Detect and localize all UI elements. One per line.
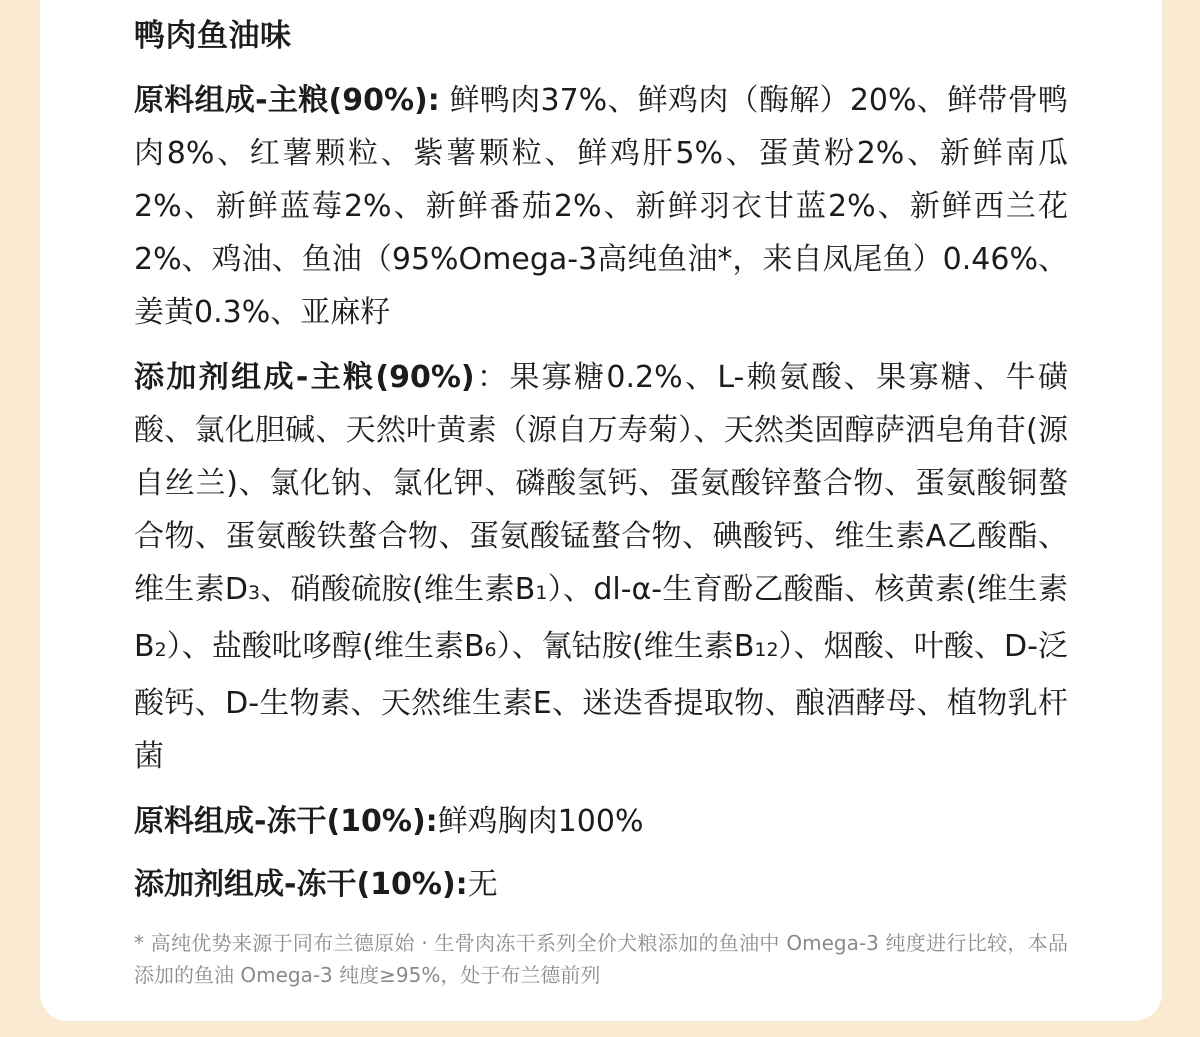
- raw-material-freeze-dried-label: 原料组成-冻干(10%):: [134, 804, 438, 839]
- footnote: * 高纯优势来源于同布兰德原始 · 生骨肉冻干系列全价犬粮添加的鱼油中 Omega-3 纯度进行比较，本品添加的鱼油 Omega-3 纯度≥95%，处于布兰德前列: [134, 931, 1068, 987]
- raw-material-main-text: 鲜鸭肉37%、鲜鸡肉（酶解）20%、鲜带骨鸭肉8%、红薯颗粒、紫薯颗粒、鲜鸡肝5%、蛋黄粉2%、新鲜南瓜2%、新鲜蓝莓2%、新鲜番茄2%、新鲜羽衣甘蓝2%、新鲜西兰花2%、鸡油、鱼油（95%Omega-3高纯鱼油*，来自凤尾鱼）0.46%、姜黄0.3%、亚麻籽: [134, 83, 1068, 330]
- vitamin-subscript: 1: [535, 582, 548, 604]
- raw-material-main-paragraph: [134, 74, 1068, 339]
- raw-material-freeze-dried-text: 鲜鸡胸肉100%: [437, 804, 644, 839]
- raw-material-main-label: 原料组成-主粮(90%):: [134, 83, 440, 118]
- additive-main-text: ）、dl-α-生育酚乙酸酯、核黄素(维生素B: [134, 572, 1068, 664]
- additive-main-text: ：果寡糖0.2%、L-赖氨酸、果寡糖、牛磺酸、氯化胆碱、天然叶黄素（源自万寿菊）、天然类固醇萨洒皂角苷(源自丝兰)、氯化钠、氯化钾、磷酸氢钙、蛋氨酸锌螯合物、蛋氨酸铜螯合物、蛋氨酸铁螯合物、蛋氨酸锰螯合物、碘酸钙、维生素A乙酸酯、维生素D: [134, 360, 1069, 607]
- additive-main-label: 添加剂组成-主粮(90%): [134, 360, 475, 395]
- flavor-title: 鸭肉鱼油味: [134, 18, 292, 54]
- additive-freeze-dried-label: 添加剂组成-冻干(10%):: [134, 867, 468, 902]
- additive-main-text: ）、盐酸吡哆醇(维生素B: [166, 629, 485, 664]
- additive-freeze-dried-paragraph: [134, 858, 1068, 911]
- vitamin-subscript: 12: [754, 639, 779, 661]
- additive-main-text: ）、氰钴胺(维生素B: [496, 629, 755, 664]
- additive-freeze-dried-text: 无: [467, 867, 498, 902]
- additive-main-text: 、硝酸硫胺(维生素B: [260, 572, 536, 607]
- vitamin-subscript: 6: [484, 639, 497, 661]
- raw-material-freeze-dried-paragraph: [134, 795, 1068, 848]
- ingredients-card: [40, 0, 1162, 1021]
- additive-main-text: ）、烟酸、叶酸、D-泛酸钙、D-生物素、天然维生素E、迷迭香提取物、酿酒酵母、植物乳杆菌: [134, 629, 1068, 774]
- vitamin-subscript: 2: [154, 639, 167, 661]
- additive-main-paragraph: [134, 351, 1068, 783]
- vitamin-subscript: 3: [248, 582, 261, 604]
